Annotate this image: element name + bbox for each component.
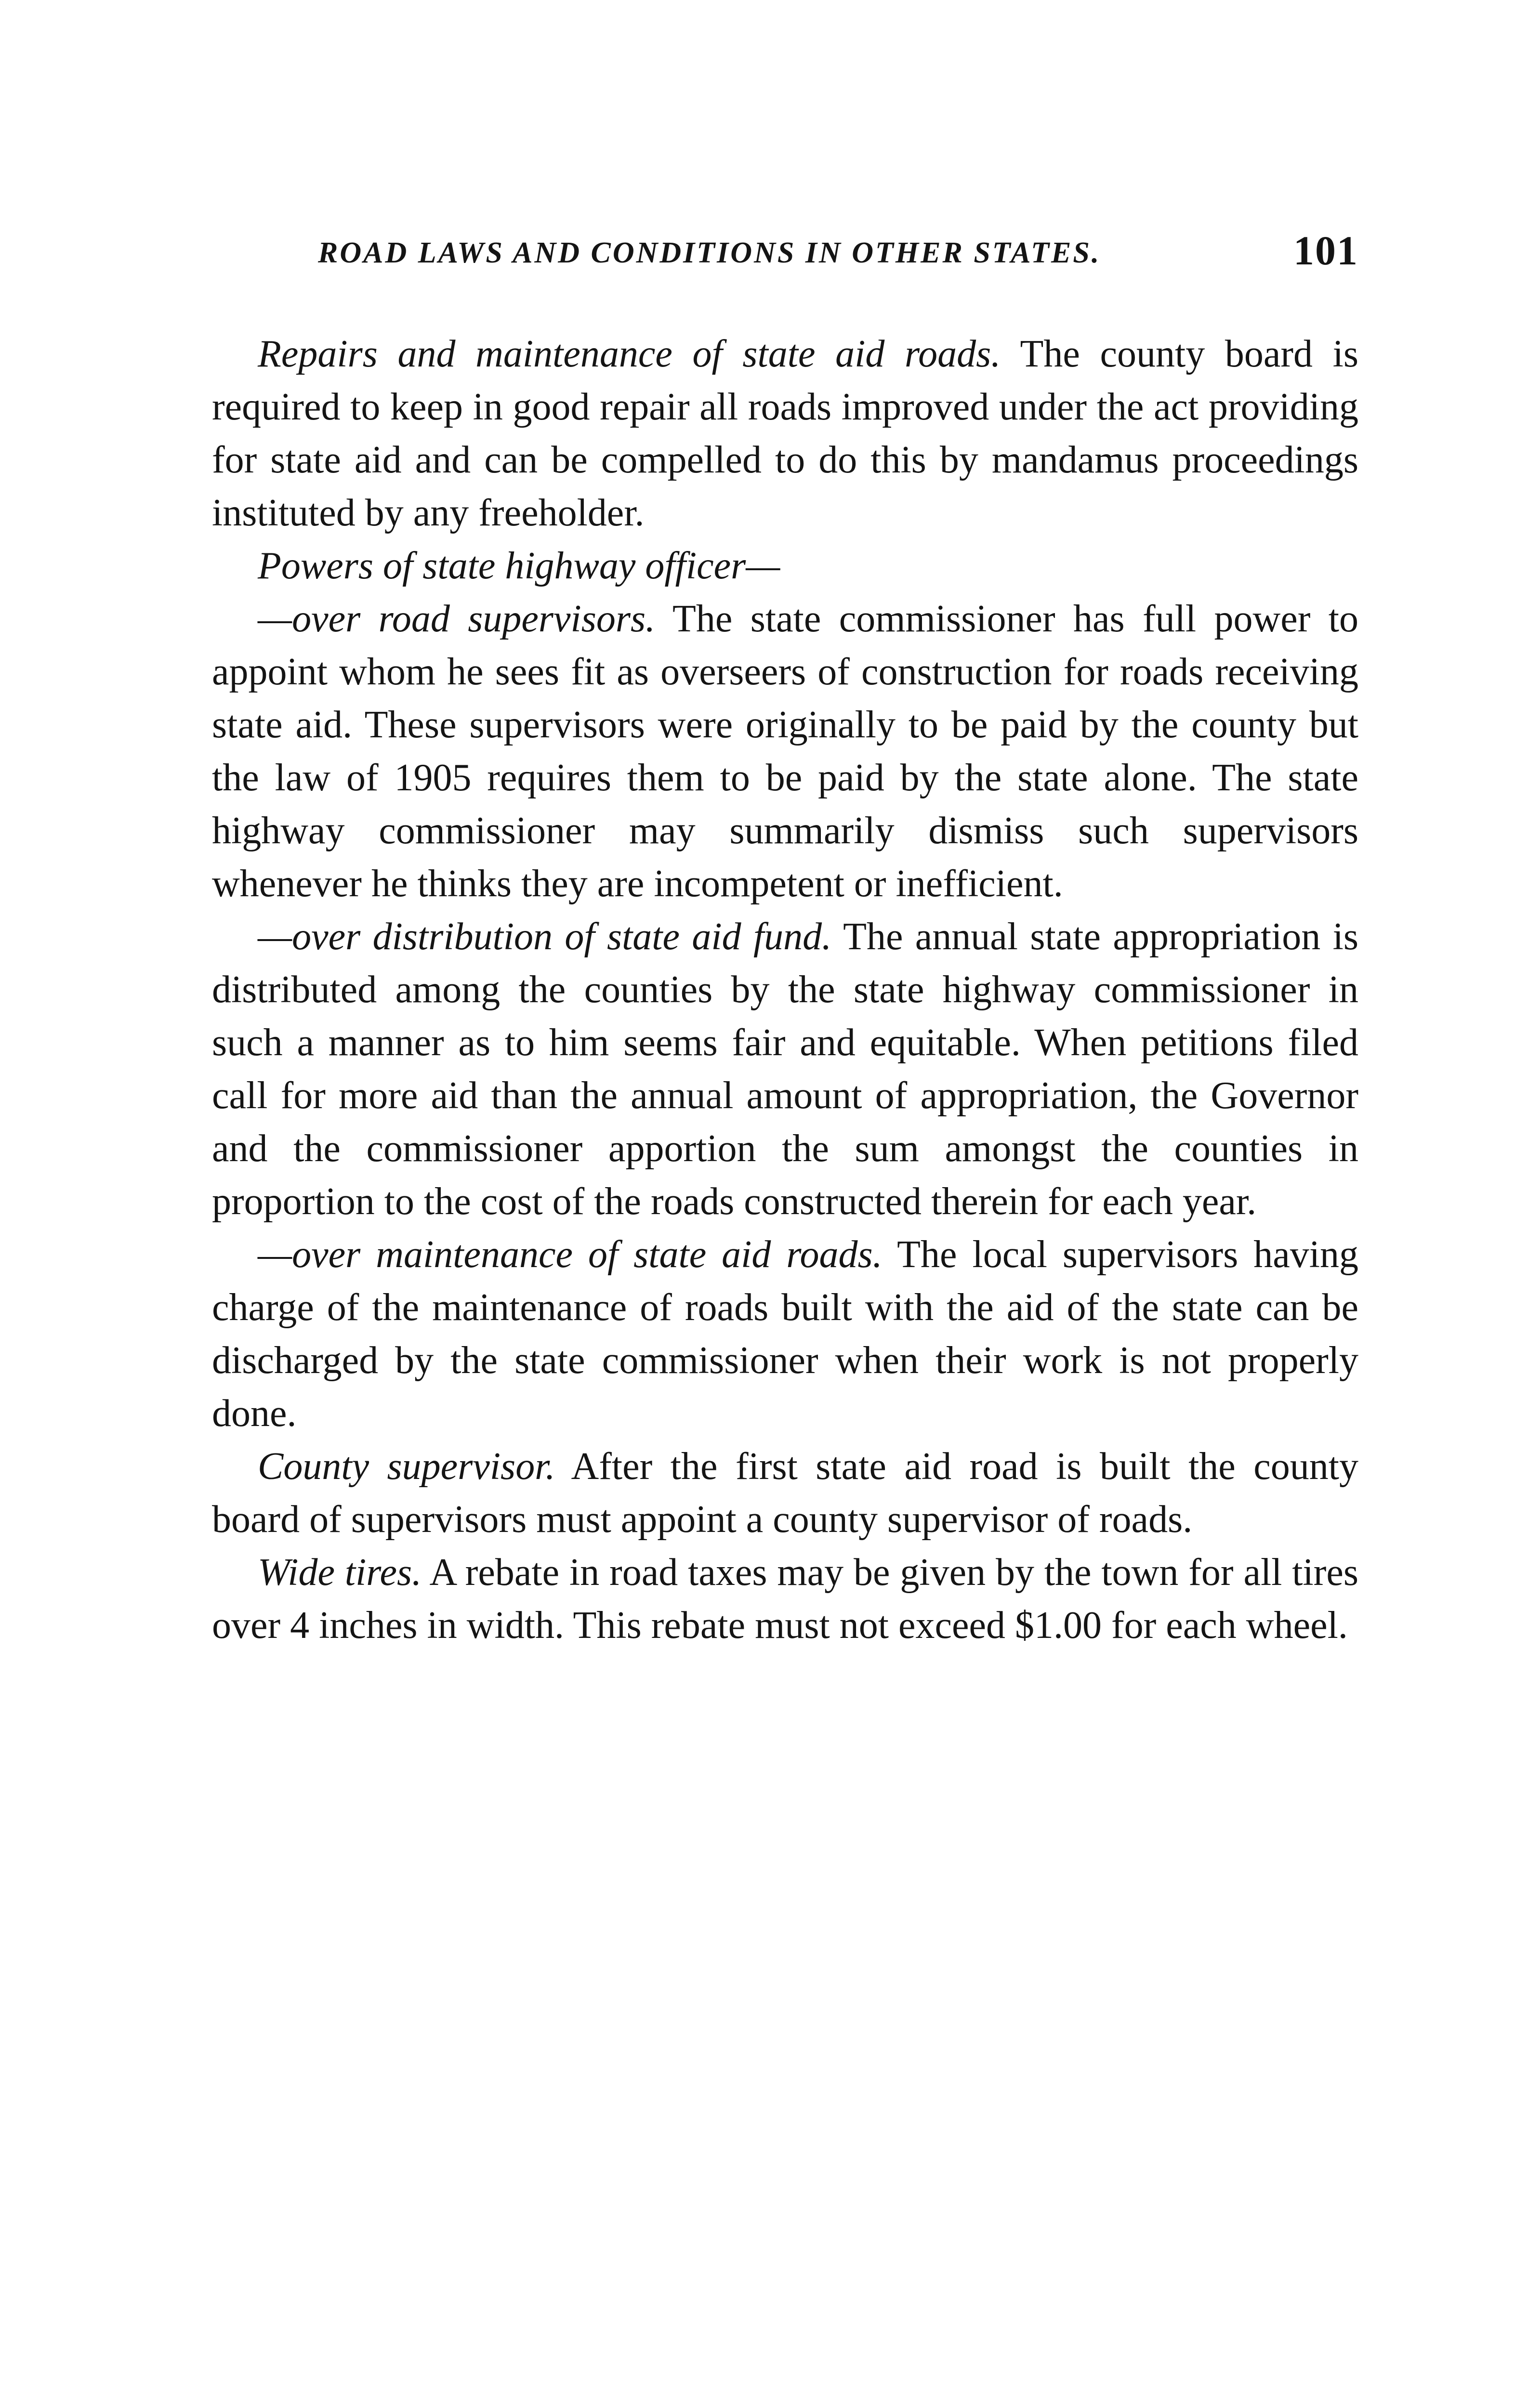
paragraph-text: The state commissioner has full power to appoint whom he sees fit as overseers of construction for roads receiving state aid. These supervisors were originally to be paid by the county but the law of 1905 requires them to be paid by the state alone. The state highway commissioner may summarily dismiss such supervisors whenever he thinks they are incompetent or inefficient. bbox=[212, 598, 1358, 905]
paragraph-heading: County supervisor. bbox=[258, 1445, 555, 1488]
paragraph-road-supervisors bbox=[212, 592, 1358, 910]
paragraph-text: After the first state aid road is built the county board of supervisors must appoint a county supervisor of roads. bbox=[212, 1445, 1359, 1541]
paragraph-heading: Wide tires. bbox=[258, 1551, 422, 1594]
paragraph-heading: —over maintenance of state aid roads. bbox=[258, 1233, 883, 1276]
running-head bbox=[212, 226, 1358, 284]
paragraph-heading: —over road supervisors. bbox=[258, 598, 656, 640]
paragraph-powers-heading bbox=[212, 539, 1358, 592]
paragraph-maintenance-roads bbox=[212, 1228, 1358, 1440]
paragraph-county-supervisor bbox=[212, 1440, 1358, 1546]
paragraph-wide-tires bbox=[212, 1546, 1358, 1652]
paragraph-text: A rebate in road taxes may be given by the town for all tires over 4 inches in width. This rebate must not exceed $1.00 for each wheel. bbox=[212, 1551, 1359, 1647]
paragraph-text: The local supervisors having charge of the maintenance of roads built with the aid of the state can be discharged by the state commissioner when their work is not properly done. bbox=[212, 1233, 1358, 1435]
paragraph-text: The county board is required to keep in good repair all roads improved under the act providing for state aid and can be compelled to do this by mandamus proceedings instituted by any freeholder. bbox=[212, 333, 1358, 534]
page-number: 101 bbox=[1293, 227, 1358, 274]
paragraph-heading: —over distribution of state aid fund. bbox=[258, 916, 832, 958]
paragraph-heading: Repairs and maintenance of state aid roads. bbox=[258, 333, 1001, 375]
running-head-title: ROAD LAWS AND CONDITIONS IN OTHER STATES. bbox=[318, 236, 1101, 269]
body-text bbox=[212, 327, 1358, 1652]
paragraph-distribution-fund bbox=[212, 910, 1358, 1228]
paragraph-text: The annual state appropriation is distributed among the counties by the state highway commissioner in such a manner as to him seems fair and equitable. When petitions filed call for more aid than the annual amount of appropriation, the Governor and the commissioner apportion the sum amongst the counties in proportion to the cost of the roads constructed therein for each year. bbox=[212, 916, 1358, 1223]
paragraph-repairs-maintenance bbox=[212, 327, 1358, 539]
paragraph-heading: Powers of state highway officer— bbox=[258, 545, 780, 587]
